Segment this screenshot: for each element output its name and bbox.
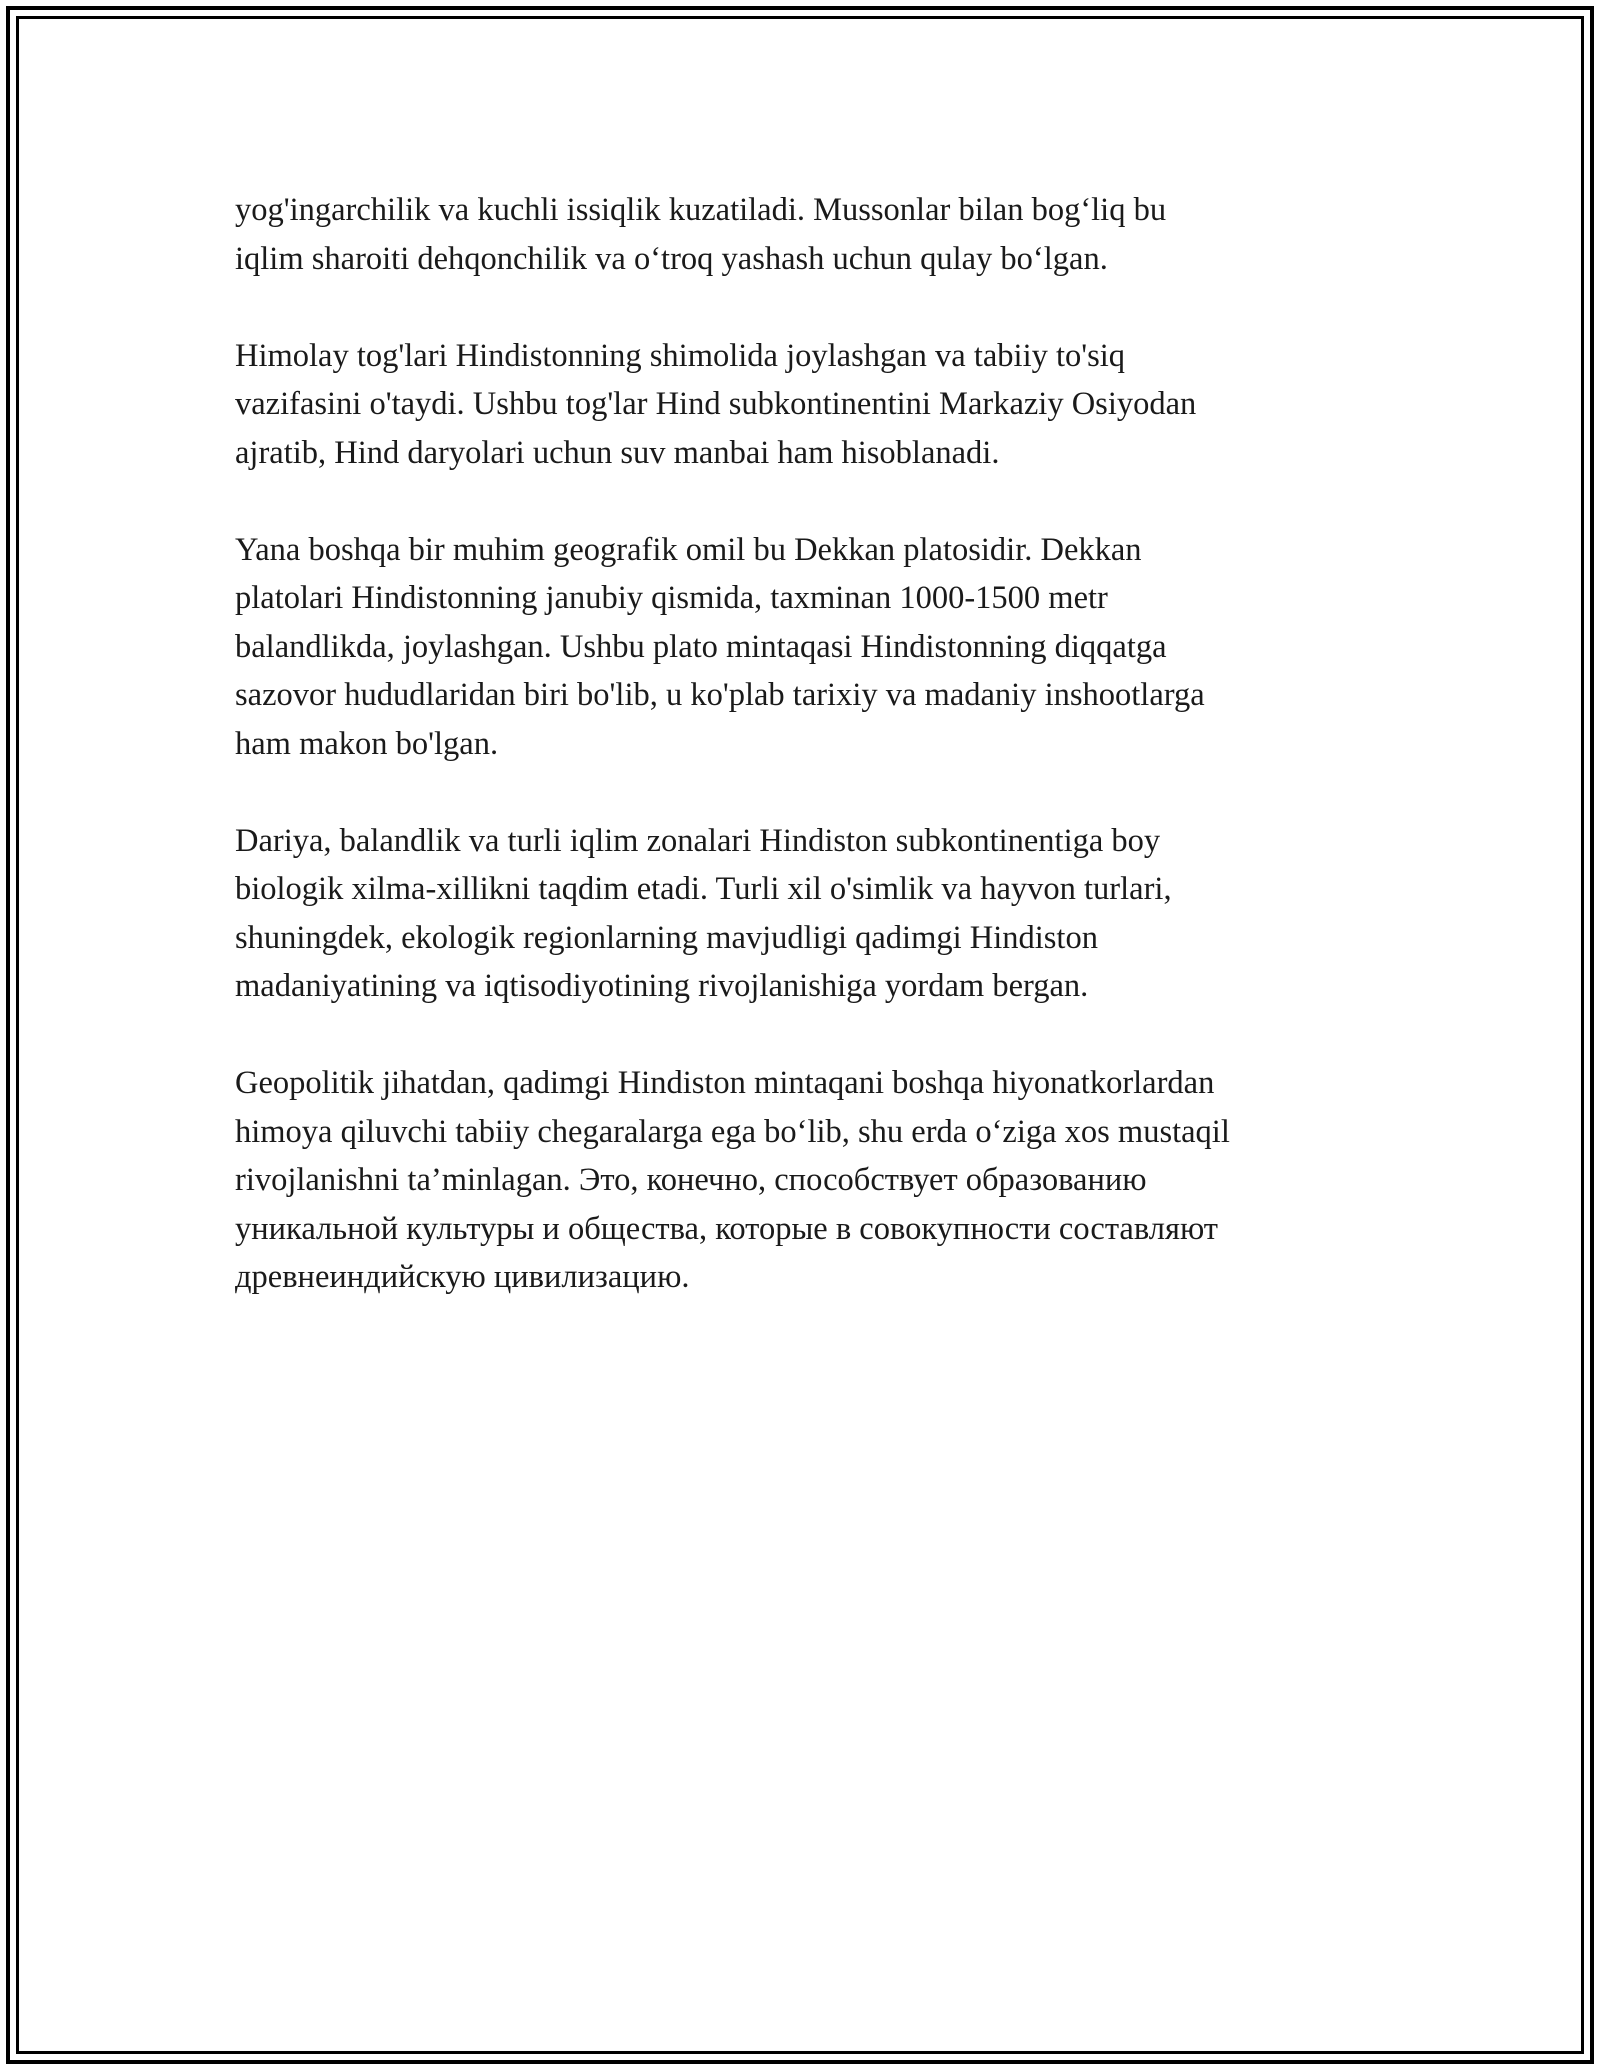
paragraph-monsoon-climate: yog'ingarchilik va kuchli issiqlik kuzatiladi. Mussonlar bilan bog‘liq bu iqlim sharoiti dehqonchilik va o‘troq yashash uchun qulay bo‘lgan.	[235, 192, 1167, 277]
paragraph-biodiversity: Dariya, balandlik va turli iqlim zonalari Hindiston subkontinentiga boy biologik xilma-xillikni taqdim etadi. Turli xil o'simlik va hayvon turlari, shuningdek, ekologik regionlarning mavjudligi qadimgi Hindiston madaniyatining va iqtisodiyotining rivojlanishiga yordam bergan.	[235, 822, 1172, 1004]
paragraph-geopolitics: Geopolitik jihatdan, qadimgi Hindiston mintaqani boshqa hiyonatkorlardan himoya qiluvchi tabiiy chegaralarga ega bo‘lib, shu erda o‘ziga xos mustaqil rivojlanishni ta’minlagan. Это, конечно, способствует образованию уникальной культуры и общества, которые в совокупности составляют древнеиндийскую цивилизацию.	[235, 1065, 1230, 1295]
document-body	[235, 186, 1375, 1350]
paragraph-himalayas: Himolay tog'lari Hindistonning shimolida joylashgan va tabiiy to'siq vazifasini o'taydi. Ushbu tog'lar Hind subkontinentini Markaziy Osiyodan ajratib, Hind daryolari uchun suv manbai ham hisoblanadi.	[235, 337, 1197, 471]
paragraph-deccan-plateau: Yana boshqa bir muhim geografik omil bu Dekkan platosidir. Dekkan platolari Hindistonning janubiy qismida, taxminan 1000-1500 metr balandlikda, joylashgan. Ushbu plato mintaqasi Hindistonning diqqatga sazovor hududlaridan biri bo'lib, u ko'plab tarixiy va madaniy inshootlarga ham makon bo'lgan.	[235, 531, 1205, 762]
